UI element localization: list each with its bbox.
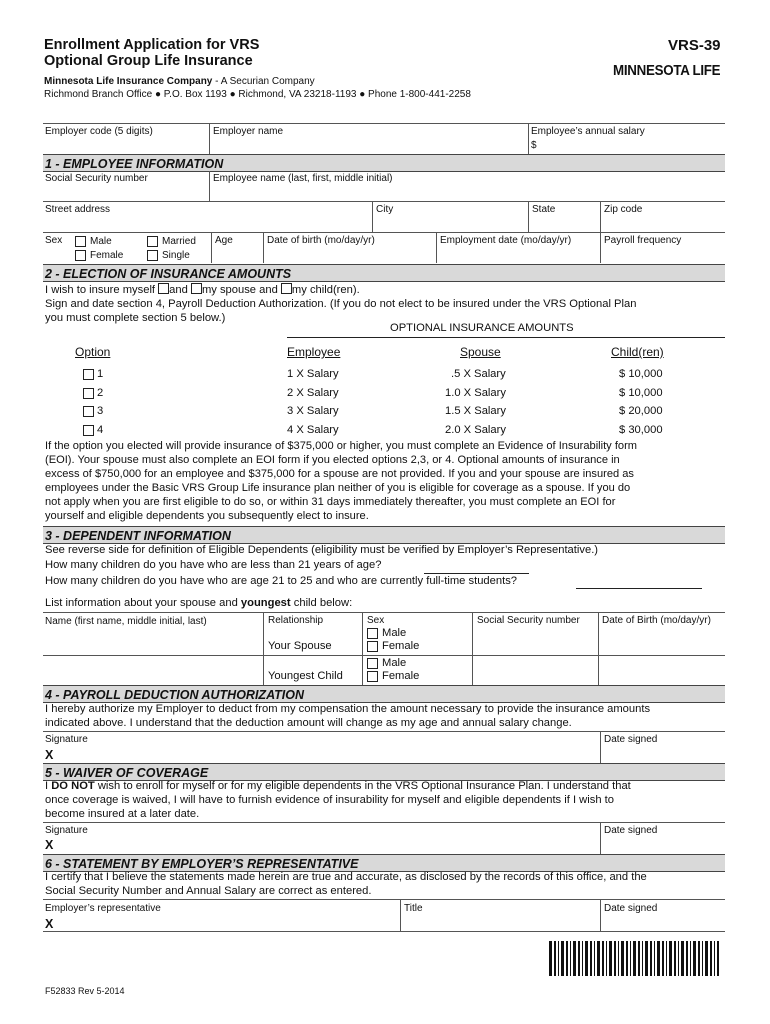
female-label: Female — [90, 250, 124, 261]
payroll-auth-line1: I hereby authorize my Employer to deduct from my compensation the amount necessary to provide the insurance amounts — [45, 703, 651, 715]
option-number: 1 — [97, 368, 104, 380]
children-column-header: Child(ren) — [611, 345, 664, 359]
zip-code-field[interactable] — [604, 216, 722, 230]
sign-instruction-line1: Sign and date section 4, Payroll Deduction Authorization. (If you do not elect to be insured under the VRS Optional Plan — [45, 298, 637, 310]
section4-signature-x: X — [45, 748, 54, 762]
dependents-definition-line: See reverse side for definition of Eligible Dependents (eligibility must be verified by Employer’s Representative.) — [45, 544, 599, 556]
employee-column-header: Employee — [287, 345, 341, 359]
spouse-amount: .5 X Salary — [451, 368, 506, 380]
spouse-amount: 2.0 X Salary — [445, 424, 506, 436]
dependent-ssn-label: Social Security number — [477, 615, 580, 626]
section-3-header: 3 - DEPENDENT INFORMATION — [43, 526, 725, 544]
ssn-field[interactable] — [45, 186, 205, 200]
waiver-line1: I DO NOT wish to enroll for myself or for my eligible dependents in the VRS Optional Insurance Plan. I understand that — [45, 780, 631, 792]
dependent-name-label: Name (first name, middle initial, last) — [45, 616, 207, 627]
children-under-21-field[interactable] — [424, 573, 529, 574]
employer-code-field[interactable] — [45, 138, 205, 152]
child-amount: $ 20,000 — [619, 405, 663, 417]
street-address-field[interactable] — [45, 216, 365, 230]
employee-amount: 3 X Salary — [287, 405, 339, 417]
employee-amount: 2 X Salary — [287, 387, 339, 399]
employment-date-label: Employment date (mo/day/yr) — [440, 235, 572, 246]
section4-date-label: Date signed — [604, 734, 658, 745]
form-number: F52833 Rev 5-2014 — [45, 986, 125, 996]
male-checkbox[interactable] — [75, 236, 86, 247]
form-id: VRS-39 — [668, 37, 721, 54]
employer-name-label: Employer name — [213, 126, 284, 137]
ssn-label: Social Security number — [45, 173, 148, 184]
section-4-header: 4 - PAYROLL DEDUCTION AUTHORIZATION — [43, 685, 725, 703]
employer-name-field[interactable] — [213, 138, 523, 152]
spouse-name-field[interactable] — [45, 629, 259, 653]
sex-label: Sex — [45, 235, 63, 246]
payroll-frequency-label: Payroll frequency — [604, 235, 682, 246]
employer-rep-field[interactable] — [58, 915, 394, 931]
employee-name-field[interactable] — [213, 186, 718, 200]
city-field[interactable] — [376, 216, 524, 230]
section-1-header: 1 - EMPLOYEE INFORMATION — [43, 154, 725, 172]
employee-amount: 1 X Salary — [287, 368, 339, 380]
option-1-checkbox[interactable] — [83, 369, 94, 380]
payroll-auth-line2: indicated above. I understand that the deduction amount will change as my age and annual salary change. — [45, 717, 572, 729]
section4-signature-field[interactable] — [58, 746, 596, 762]
age-field[interactable] — [215, 247, 259, 261]
child-female-checkbox[interactable] — [367, 671, 378, 682]
section4-signature-label: Signature — [45, 734, 88, 745]
spouse-ssn-field[interactable] — [477, 629, 594, 653]
waiver-line3: become insured at a later date. — [45, 808, 200, 820]
option-number: 4 — [97, 424, 104, 436]
option-3-checkbox[interactable] — [83, 406, 94, 417]
company-address: Richmond Branch Office ● P.O. Box 1193 ● Richmond, VA 23218-1193 ● Phone 1-800-441-2258 — [44, 89, 471, 100]
rep-title-label: Title — [404, 903, 423, 914]
section6-signature-x: X — [45, 917, 54, 931]
state-label: State — [532, 204, 556, 215]
option-column-header: Option — [75, 345, 111, 359]
company-line: Minnesota Life Insurance Company - A Securian Company — [44, 76, 315, 87]
option-2-checkbox[interactable] — [83, 388, 94, 399]
child-female-label: Female — [382, 670, 420, 682]
male-label: Male — [90, 236, 112, 247]
spouse-male-label: Male — [382, 627, 407, 639]
section6-date-label: Date signed — [604, 903, 658, 914]
female-checkbox[interactable] — [75, 250, 86, 261]
dependent-sex-label: Sex — [367, 615, 385, 626]
form-title-line1: Enrollment Application for VRS — [44, 37, 260, 53]
eoi-paragraph: If the option you elected will provide insurance of $375,000 or higher, you must complete an Evidence of Insurability form (EOI). Your spouse must also complete an EOI form if you elected options 2,3, or 4. Optional amounts of insurance in excess of $750,000 for an employee and $375,000 for a spouse are not provided. If you and your spouse are insured as employees under the Basic VRS Group Life insurance plan neither of you is eligible for coverage as a spouse. If you do not apply when you are first eligible to do so, or within 31 days immediately thereafter, you must complete an EOI for yourself and eligible dependents you subsequently elect to insure. — [45, 440, 638, 522]
married-label: Married — [162, 236, 196, 247]
dependent-dob-label: Date of Birth (mo/day/yr) — [602, 615, 711, 626]
child-amount: $ 10,000 — [619, 368, 663, 380]
married-checkbox[interactable] — [147, 236, 158, 247]
employee-amount: 4 X Salary — [287, 424, 339, 436]
minnesota-life-logo: MINNESOTA LIFE — [613, 63, 721, 79]
waiver-line2: once coverage is waived, I will have to furnish evidence of insurability for myself and eligible dependents if I wish to — [45, 794, 615, 806]
child-amount: $ 10,000 — [619, 387, 663, 399]
youngest-child-label: Youngest Child — [268, 670, 343, 682]
spouse-male-checkbox[interactable] — [367, 628, 378, 639]
child-male-label: Male — [382, 657, 407, 669]
section-2-header: 2 - ELECTION OF INSURANCE AMOUNTS — [43, 264, 725, 282]
section-5-header: 5 - WAIVER OF COVERAGE — [43, 763, 725, 781]
salary-dollar-sign: $ — [531, 140, 537, 151]
city-label: City — [376, 204, 394, 215]
wish-to-insure-line: I wish to insure myself and my spouse and my child(ren). — [45, 284, 360, 296]
payroll-frequency-field[interactable] — [604, 247, 722, 261]
dob-field[interactable] — [267, 247, 432, 261]
spouse-female-checkbox[interactable] — [367, 641, 378, 652]
employment-date-field[interactable] — [440, 247, 596, 261]
section5-signature-x: X — [45, 838, 54, 852]
employee-name-label: Employee name (last, first, middle initial) — [213, 173, 393, 184]
sign-instruction-line2: you must complete section 5 below.) — [45, 312, 226, 324]
rep-title-field[interactable] — [404, 915, 596, 931]
section5-date-field[interactable] — [604, 836, 722, 852]
list-info-line: List information about your spouse and youngest child below: — [45, 597, 353, 609]
child-ssn-field[interactable] — [477, 658, 594, 682]
single-label: Single — [162, 250, 190, 261]
form-title-line2: Optional Group Life Insurance — [44, 53, 253, 69]
child-amount: $ 30,000 — [619, 424, 663, 436]
your-spouse-label: Your Spouse — [268, 640, 332, 652]
section5-signature-field[interactable] — [58, 836, 596, 852]
section-6-header: 6 - STATEMENT BY EMPLOYER’S REPRESENTATIVE — [43, 854, 725, 872]
state-field[interactable] — [532, 216, 596, 230]
child-dob-field[interactable] — [602, 658, 722, 682]
employer-rep-label: Employer’s representative — [45, 903, 161, 914]
option-number: 3 — [97, 405, 104, 417]
spouse-dob-field[interactable] — [602, 629, 722, 653]
spouse-column-header: Spouse — [460, 345, 501, 359]
children-under-21-question: How many children do you have who are less than 21 years of age? — [45, 559, 382, 571]
street-address-label: Street address — [45, 204, 111, 215]
spouse-amount: 1.5 X Salary — [445, 405, 506, 417]
insure-myself-checkbox[interactable] — [158, 283, 169, 294]
relationship-label: Relationship — [268, 615, 324, 626]
single-checkbox[interactable] — [147, 250, 158, 261]
annual-salary-field[interactable] — [540, 138, 720, 152]
section4-date-field[interactable] — [604, 746, 722, 762]
spouse-amount: 1.0 X Salary — [445, 387, 506, 399]
section5-date-label: Date signed — [604, 825, 658, 836]
optional-amounts-header: OPTIONAL INSURANCE AMOUNTS — [390, 322, 574, 334]
insure-spouse-checkbox[interactable] — [191, 283, 202, 294]
spouse-female-label: Female — [382, 640, 420, 652]
child-name-field[interactable] — [45, 658, 259, 682]
employer-code-label: Employer code (5 digits) — [45, 126, 153, 137]
certify-line1: I certify that I believe the statements made herein are true and accurate, as disclosed by the records of this office, and the — [45, 871, 647, 883]
dob-label: Date of birth (mo/day/yr) — [267, 235, 375, 246]
children-21-25-question: How many children do you have who are age 21 to 25 and who are currently full-time students? — [45, 575, 518, 587]
annual-salary-label: Employee’s annual salary — [531, 126, 645, 137]
barcode-icon — [549, 941, 721, 976]
option-number: 2 — [97, 387, 104, 399]
certify-line2: Social Security Number and Annual Salary are correct as entered. — [45, 885, 372, 897]
insure-children-checkbox[interactable] — [281, 283, 292, 294]
children-21-25-field[interactable] — [576, 588, 702, 589]
section5-signature-label: Signature — [45, 825, 88, 836]
zip-code-label: Zip code — [604, 204, 643, 215]
age-label: Age — [215, 235, 233, 246]
section6-date-field[interactable] — [604, 915, 722, 931]
option-4-checkbox[interactable] — [83, 425, 94, 436]
child-male-checkbox[interactable] — [367, 658, 378, 669]
